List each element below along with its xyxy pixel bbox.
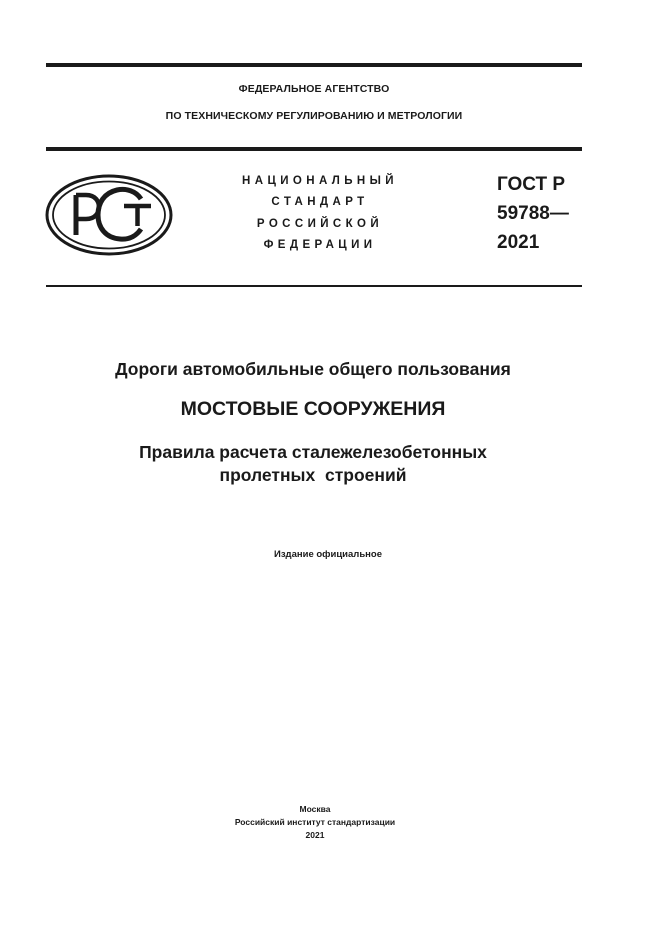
standard-type [210,171,430,256]
header-rule [46,147,582,151]
imprint [0,803,630,842]
document-subtitle-line-1: Правила расчета сталежелезобетонных [139,442,487,462]
document-title-main: МОСТОВЫЕ СООРУЖЕНИЯ [180,398,446,420]
agency-name-line-1: ФЕДЕРАЛЬНОЕ АГЕНТСТВО [238,83,390,95]
document-subtitle-line-2: пролетных строений [219,465,407,485]
designation-line-3: 2021 [497,232,540,253]
agency-name-line-2: ПО ТЕХНИЧЕСКОМУ РЕГУЛИРОВАНИЮ И МЕТРОЛОГИИ [165,110,463,122]
top-rule [46,63,582,67]
standard-type-line-4: ФЕДЕРАЦИИ [263,238,377,251]
designation-line-1: ГОСТ Р [497,174,566,195]
rst-certification-mark-icon [44,173,174,257]
standard-designation [497,170,569,257]
edition-label: Издание официальное [274,549,382,560]
imprint-city: Москва [299,804,331,814]
standard-type-line-2: СТАНДАРТ [271,196,369,209]
document-title-sub [0,441,626,487]
imprint-year: 2021 [305,830,325,840]
standard-type-line-3: РОССИЙСКОЙ [256,217,384,230]
imprint-publisher: Российский институт стандартизации [234,817,396,827]
header-bottom-rule [46,285,582,287]
standard-type-line-1: НАЦИОНАЛЬНЫЙ [242,175,398,187]
designation-line-2: 59788— [497,203,569,224]
document-title-group: Дороги автомобильные общего пользования [115,359,511,379]
